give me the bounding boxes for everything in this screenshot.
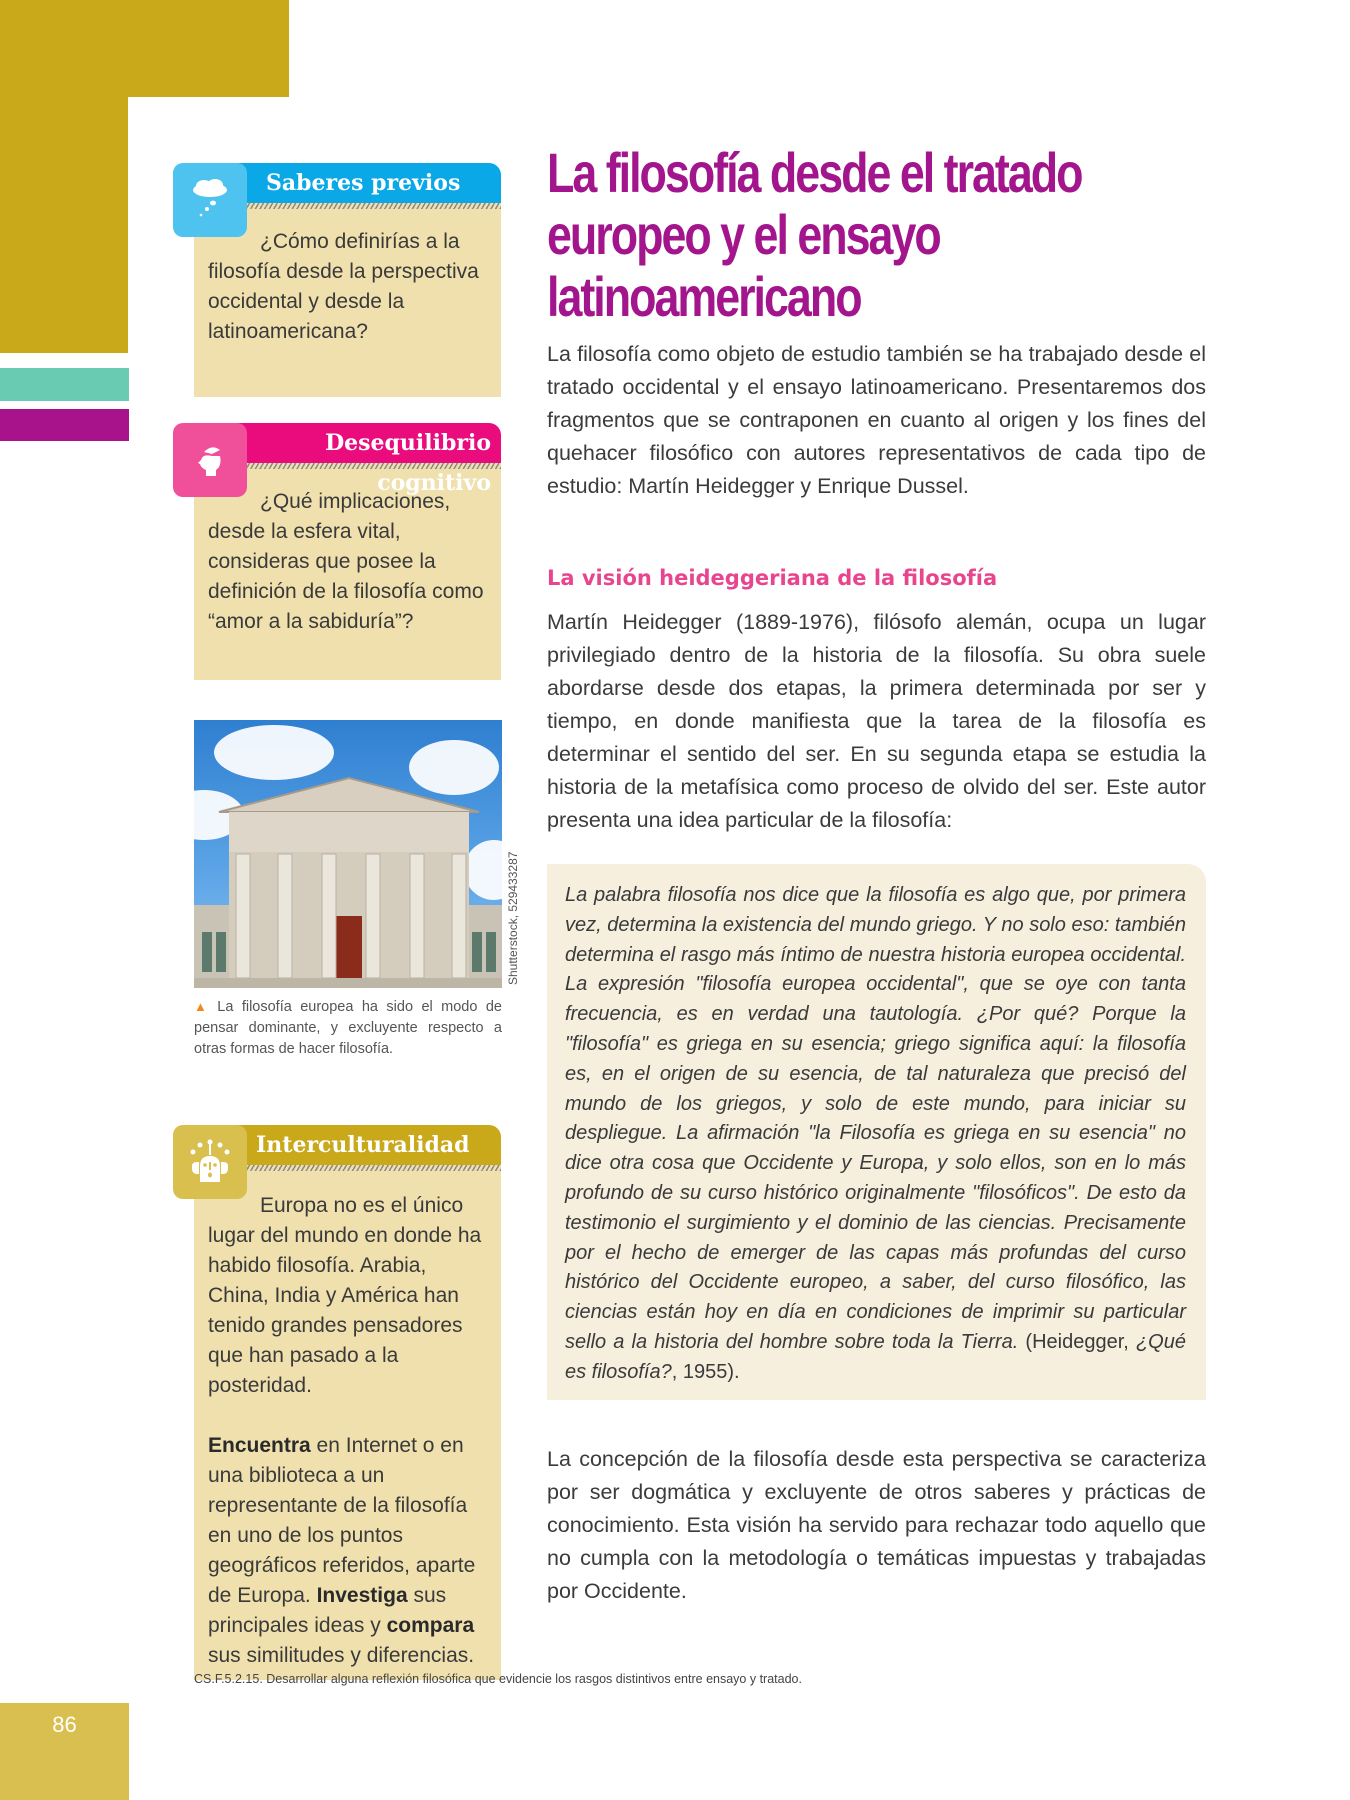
decorative-teal-bar [0, 368, 129, 401]
caption-text: La filosofía europea ha sido el modo de pensar dominante, y excluyente respecto a otras formas de hacer filosofía. [194, 999, 502, 1057]
skill-code-note: CS.F.5.2.15. Desarrollar alguna reflexión filosófica que evidencie los rasgos distintivos entre ensayo y tratado. [194, 1672, 802, 1686]
desequilibrio-question: ¿Qué implicaciones, desde la esfera vital, consideras que posee la definición de la filosofía como “amor a la sabiduría”? [208, 490, 484, 633]
heidegger-paragraph: Martín Heidegger (1889-1976), filósofo alemán, ocupa un lugar privilegiado dentro de la historia de la filosofía. Su obra suele abordarse desde dos etapas, la primera determinada por ser y tiempo, en donde manifiesta que la tarea de la filosofía es determinar el sentido del ser. En su segunda etapa se estudia la historia de la metafísica como proceso de olvido del ser. Este autor presenta una idea particular de la filosofía: [547, 610, 1206, 832]
section-heading: La visión heideggeriana de la filosofía [547, 566, 998, 590]
activity-text-3: sus similitudes y diferencias. [208, 1644, 475, 1667]
activity-verb-compara: compara [386, 1614, 475, 1637]
interculturalidad-text: Europa no es el único lugar del mundo en donde ha habido filosofía. Arabia, China, India y América han tenido grandes pensadores que han pasado a la posteridad. [208, 1194, 482, 1397]
activity-verb-encuentra: Encuentra [208, 1434, 311, 1457]
interculturalidad-body [194, 1165, 501, 1680]
desequilibrio-heading: Desequilibrio cognitivo [194, 423, 501, 463]
desequilibrio-cognitivo-box [194, 423, 501, 680]
citation-work: ¿Qué es filosofía? [565, 1330, 1186, 1383]
citation-author: (Heidegger, [1025, 1330, 1136, 1353]
photo-caption [194, 996, 502, 1060]
saberes-previos-question: ¿Cómo definirías a la filosofía desde la perspectiva occidental y desde la latinoamericana? [208, 230, 479, 343]
tribal-mask-icon [173, 1125, 247, 1199]
interculturalidad-activity [208, 1431, 487, 1671]
thought-cloud-icon [173, 163, 247, 237]
heidegger-quote [547, 864, 1206, 1400]
interculturalidad-heading: Interculturalidad [194, 1125, 501, 1165]
quote-text: La palabra filosofía nos dice que la filosofía es algo que, por primera vez, determina la existencia del mundo griego. Y no solo eso: también determina el rasgo más íntimo de nuestra historia europea occidental. La expresión "filosofía europea occidental", que se oye con tanta frecuencia, es en verdad una tautología. ¿Por qué? Porque la "filosofía" es griega en su esencia; griego significa aquí: la filosofía es, en el origen de su esencia, de tal naturaleza que precisó del mundo de los griegos, y solo de este mundo, para iniciar su despliegue. La afirmación "la Filosofía es griega en su esencia" no dice otra cosa que Occidente y Europa, y solo ellos, son en lo más profundo de su curso histórico originalmente "filosóficos". De esto da testimonio el surgimiento y el dominio de las ciencias. Precisamente por el hecho de emerger de las capas más profundas del curso histórico del Occidente europeo, a saber, del curso filosófico, las ciencias están hoy en día en condiciones de imprimir su particular sello a la historia del hombre sobre toda la Tierra. [565, 884, 1186, 1353]
caption-marker-icon: ▲ [194, 999, 212, 1014]
greek-temple-photo [194, 720, 502, 988]
photo-credit: Shutterstock, 529433287 [506, 851, 520, 985]
intro-paragraph: La filosofía como objeto de estudio también se ha trabajado desde el tratado occidental y el ensayo latinoamericano. Presentaremos dos fragmentos que se contraponen en cuanto al origen y los fines del quehacer filosófico con autores representativos de cada tipo de estudio: Martín Heidegger y Enrique Dussel. [547, 342, 1206, 498]
open-head-icon [173, 423, 247, 497]
page-number: 86 [52, 1712, 77, 1737]
page-title [547, 142, 1227, 328]
interculturalidad-box [194, 1125, 501, 1680]
decorative-gold-bar-left [0, 0, 128, 353]
activity-verb-investiga: Investiga [316, 1584, 408, 1607]
citation-year: , 1955). [671, 1360, 740, 1383]
saberes-previos-box [194, 163, 501, 397]
saberes-previos-heading: Saberes previos [194, 163, 501, 203]
decorative-purple-bar [0, 409, 129, 441]
activity-text-2: sus principales ideas y [208, 1584, 447, 1637]
page-title-line-2: europeo y el ensayo latinoamericano [547, 203, 940, 328]
activity-text-1: en Internet o en una biblioteca a un representante de la filosofía en uno de los puntos geográficos referidos, aparte de Europa. [208, 1434, 476, 1607]
page-title-line-1: La filosofía desde el tratado [547, 141, 1082, 204]
conclusion-paragraph: La concepción de la filosofía desde esta perspectiva se caracteriza por ser dogmática y excluyente de otros saberes y prácticas de conocimiento. Esta visión ha servido para rechazar todo aquello que no cumpla con la metodología o temáticas impuestas y trabajadas por Occidente. [547, 1447, 1206, 1603]
